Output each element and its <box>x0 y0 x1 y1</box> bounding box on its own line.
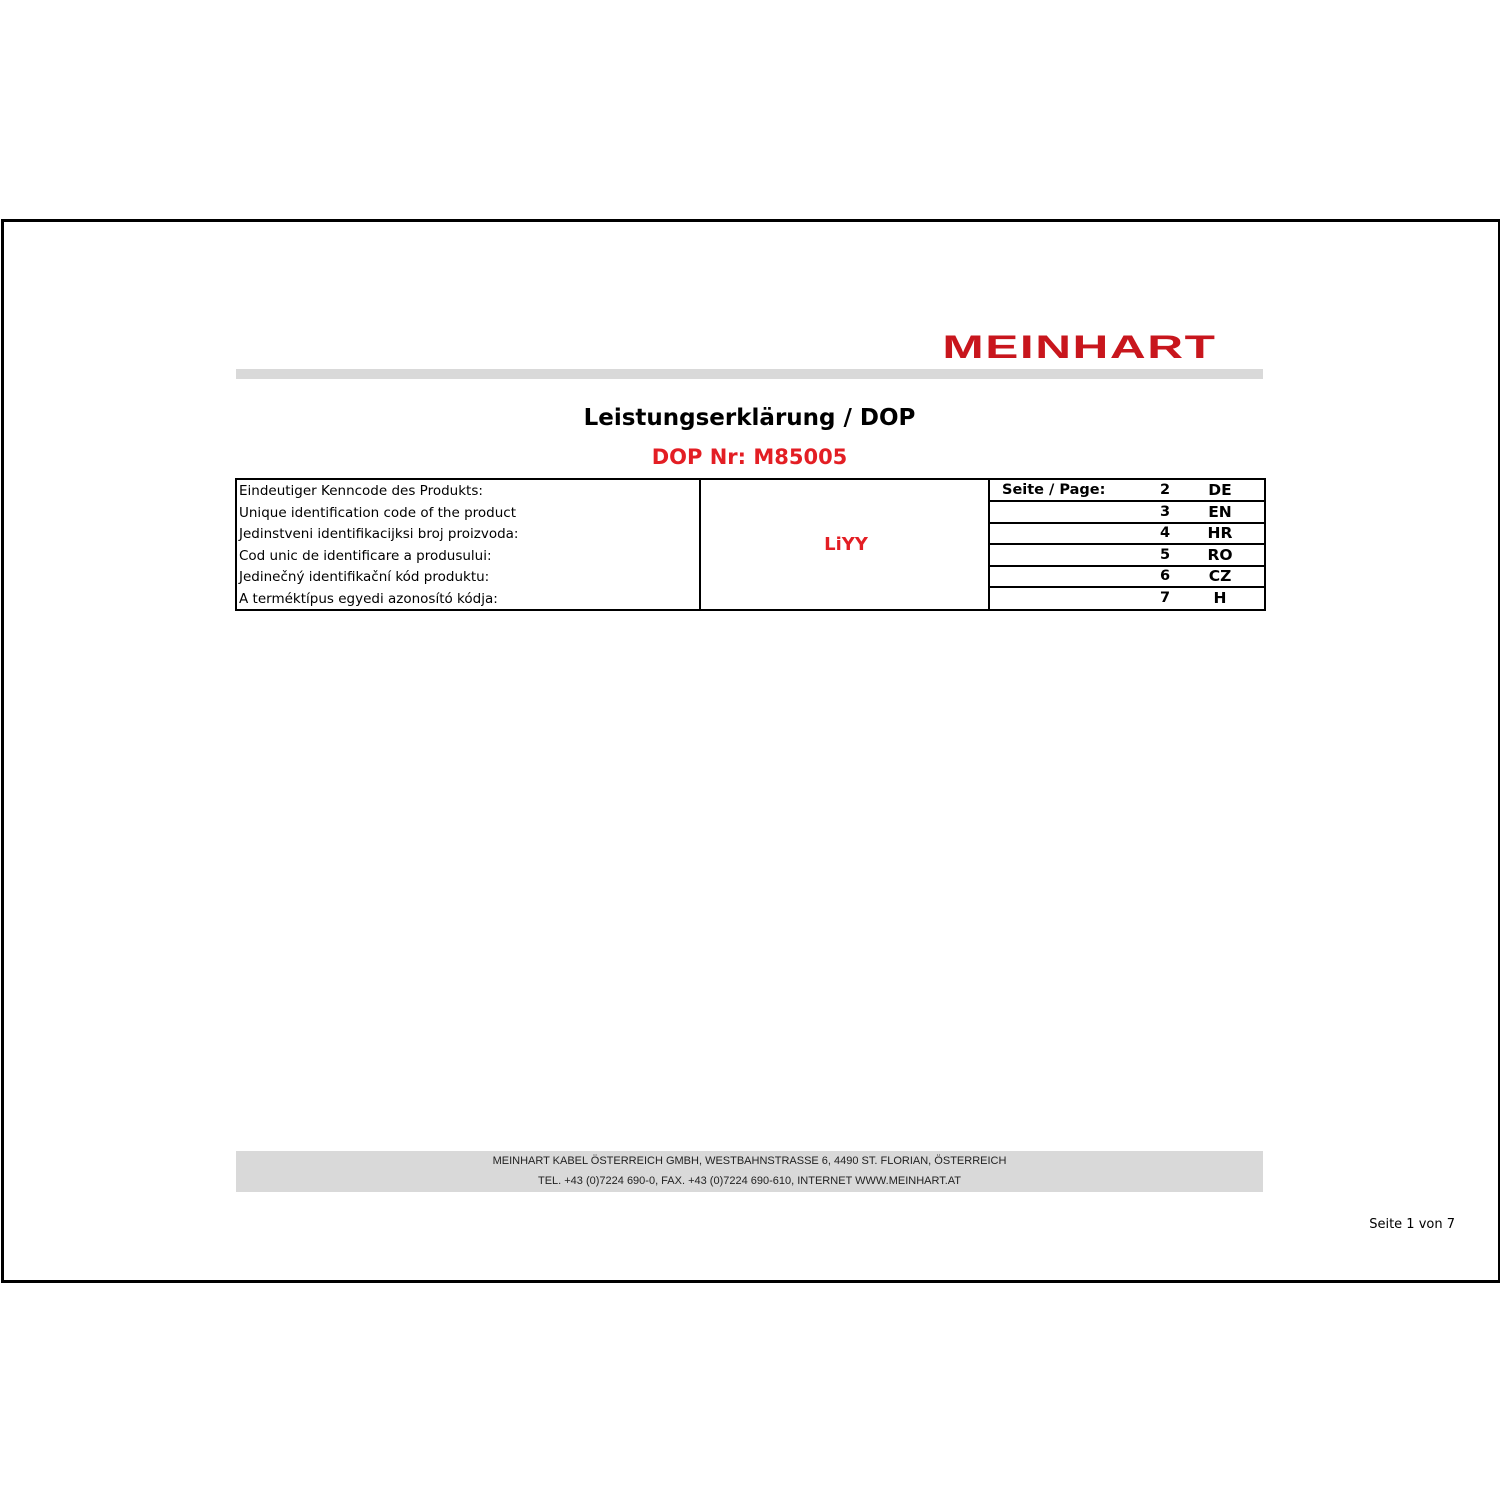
page-number-cell: 2 <box>1159 482 1171 498</box>
page-title: Leistungserklärung / DOP <box>583 405 916 431</box>
row-divider <box>990 522 1264 524</box>
language-code-cell: HR <box>1207 524 1233 542</box>
page-index-row <box>990 588 1264 610</box>
language-code-cell: CZ <box>1208 567 1232 585</box>
dop-number: DOP Nr: M85005 <box>651 445 848 469</box>
page-number-cell: 3 <box>1159 503 1171 520</box>
language-code-cell: H <box>1213 588 1227 607</box>
page-index-row <box>990 566 1264 588</box>
footer-address: MEINHART KABEL ÖSTERREICH GMBH, WESTBAHNSTRASSE 6, 4490 ST. FLORIAN, ÖSTERREICH <box>492 1155 1007 1167</box>
page-number: Seite 1 von 7 <box>1369 1217 1455 1232</box>
label-ro: Cod unic de identificare a produsului: <box>239 547 492 564</box>
header-rule <box>236 369 1263 379</box>
page-number-cell: 7 <box>1159 589 1171 606</box>
language-code-cell: RO <box>1207 545 1233 564</box>
column-divider <box>699 480 701 609</box>
language-code-cell: DE <box>1208 481 1232 499</box>
label-de: Eindeutiger Kenncode des Produkts: <box>239 483 483 499</box>
page-index-header: Seite / Page: <box>1002 482 1106 498</box>
label-hr: Jedinstveni identifikacijksi broj proizvoda: <box>239 526 519 543</box>
label-cz: Jedinečný identifikační kód produktu: <box>239 569 490 586</box>
company-footer <box>236 1151 1263 1192</box>
page-index-row <box>990 480 1264 502</box>
identification-labels <box>239 481 697 611</box>
row-divider <box>990 500 1264 502</box>
logo-text: MEINHART <box>941 329 1217 365</box>
row-divider <box>990 586 1264 588</box>
row-divider <box>990 543 1264 545</box>
page-index-row <box>990 502 1264 524</box>
label-h: A terméktípus egyedi azonosító kódja: <box>239 590 498 607</box>
language-code-cell: EN <box>1208 502 1232 521</box>
meinhart-logo <box>902 329 1256 365</box>
page-number-cell: 5 <box>1159 546 1171 563</box>
row-divider <box>990 565 1264 567</box>
label-en: Unique identification code of the product <box>239 504 517 521</box>
page-index-row <box>990 523 1264 545</box>
product-code: LiYY <box>824 534 868 555</box>
footer-contact: TEL. +43 (0)7224 690-0, FAX. +43 (0)7224 690-610, INTERNET WWW.MEINHART.AT <box>537 1175 962 1187</box>
page-number-cell: 4 <box>1159 525 1171 541</box>
identification-table <box>235 478 1266 611</box>
page-number-cell: 6 <box>1159 568 1171 584</box>
page-index-row <box>990 545 1264 567</box>
